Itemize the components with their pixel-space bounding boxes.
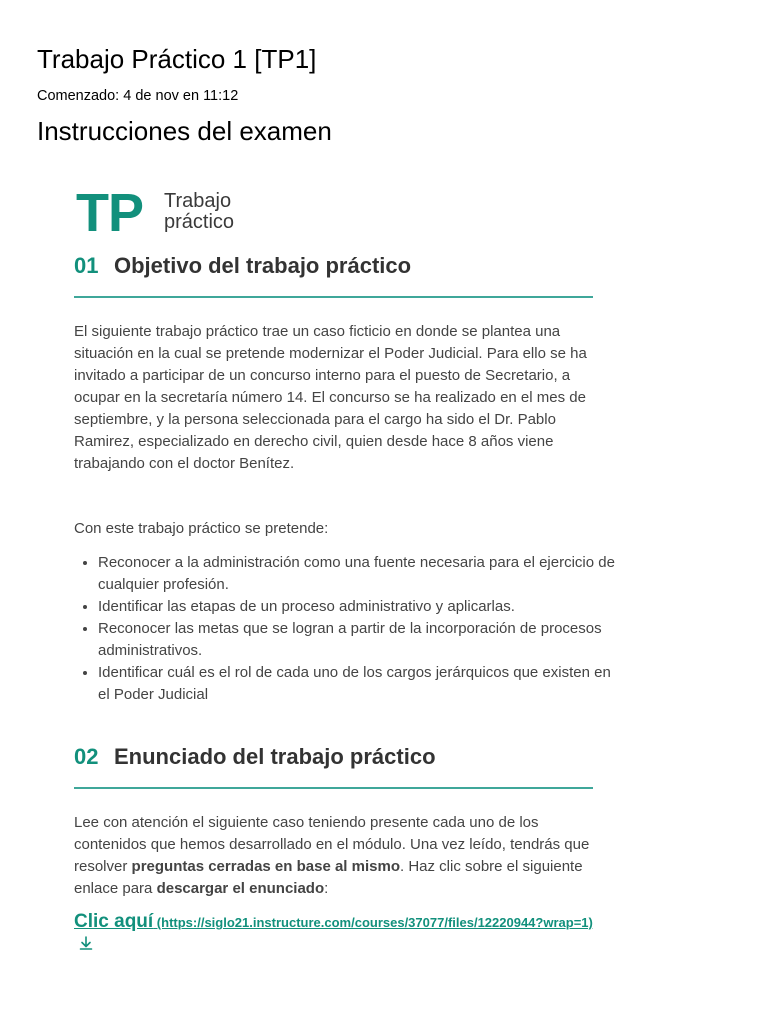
download-link-text[interactable]: Clic aquí	[74, 911, 154, 932]
tp-logo-letters: TP	[76, 183, 144, 243]
list-item: • Identificar las etapas de un proceso administrativo y aplicarlas.	[98, 596, 617, 618]
section-02-text-3: :	[324, 880, 329, 897]
tp-logo-caption	[164, 191, 304, 233]
list-item: • Identificar cuál es el rol de cada uno de los cargos jerárquicos que existen en el Poder Judicial	[98, 662, 617, 706]
section-02-bold-2: descargar el enunciado	[156, 880, 325, 897]
started-value: 4 de nov en 11:12	[123, 88, 239, 104]
section-01-title: Objetivo del trabajo práctico	[114, 253, 412, 278]
section-01-number: 01	[74, 253, 99, 278]
list-item: • Reconocer a la administración como una fuente necesaria para el ejercicio de cualquier profesión.	[98, 552, 617, 596]
section-02-title: Enunciado del trabajo práctico	[114, 744, 436, 769]
goals-list	[74, 552, 617, 706]
section-01-intro: Con este trabajo práctico se pretende:	[74, 520, 329, 537]
page-title: Trabajo Práctico 1 [TP1]	[37, 44, 317, 74]
download-icon[interactable]	[78, 935, 94, 959]
list-item: • Reconocer las metas que se logran a partir de la incorporación de procesos administrativos.	[98, 618, 617, 662]
download-link[interactable]	[74, 910, 614, 959]
section-02-text-1: Lee con atención el siguiente caso teniendo presente cada uno de los contenidos que hemos desarrollado en el módulo. Una vez leído, tendrás que resolver	[74, 814, 590, 875]
section-02-divider	[74, 787, 593, 789]
section-01-divider	[74, 296, 593, 298]
tp-logo-caption-line2: práctico	[164, 211, 235, 233]
section-02-text-2: . Haz clic sobre el siguiente enlace para	[74, 858, 583, 897]
section-01-paragraph: El siguiente trabajo práctico trae un caso ficticio en donde se plantea una situación en la cual se pretende modernizar el Poder Judicial. Para ello se ha invitado a participar de un concurso interno para el puesto de Secretario, a ocupar en la secretaría número 14. El concurso se ha realizado en el mes de septiembre, y la persona seleccionada para el cargo ha sido el Dr. Pablo Ramirez, especializado en derecho civil, quien desde hace 8 años viene trabajando con el doctor Benítez.	[74, 323, 587, 472]
started-label: Comenzado:	[37, 88, 120, 104]
download-link-url[interactable]: (https://siglo21.instructure.com/courses/37077/files/12220944?wrap=1)	[153, 915, 593, 930]
section-02-paragraph	[74, 812, 593, 900]
section-02-number: 02	[74, 744, 99, 769]
tp-logo-caption-line1: Trabajo	[164, 190, 232, 212]
started-timestamp	[37, 86, 238, 106]
instructions-heading: Instrucciones del examen	[37, 116, 332, 146]
section-02-bold-1: preguntas cerradas en base al mismo	[131, 858, 400, 875]
